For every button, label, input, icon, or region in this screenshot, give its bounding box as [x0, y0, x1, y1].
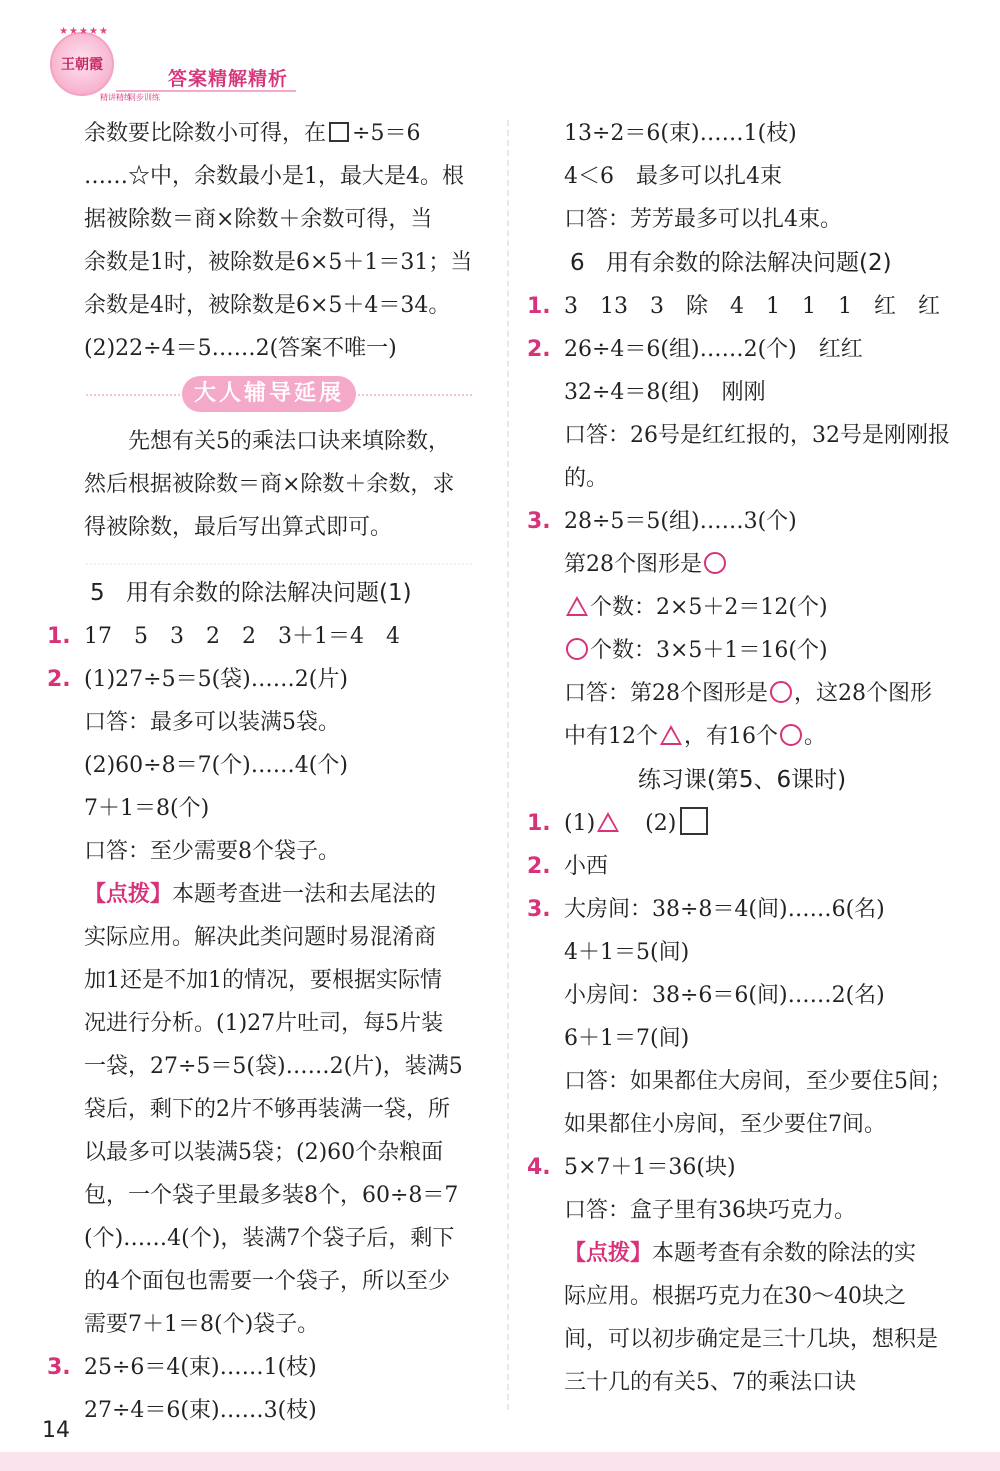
text-line: 需要7＋1＝8(个)袋子。 [84, 1312, 320, 1337]
tip-line: 【点拨】本题考查进一法和去尾法的 [84, 881, 437, 907]
text-line: 口答：至少需要8个袋子。 [84, 839, 340, 864]
page-number: 14 [42, 1418, 70, 1443]
answer-1: 1. 3 13 3 除 4 1 1 1 红 红 [527, 294, 940, 319]
section-title-5: 5 用有余数的除法解决问题(1) [90, 580, 412, 606]
text-line: 口答：最多可以装满5袋。 [84, 710, 340, 735]
text-line: 实际应用。解决此类问题时易混淆商 [84, 925, 437, 950]
text-line: (2)60÷8＝7(个)……4(个) [84, 753, 348, 778]
tip-line: 【点拨】本题考查有余数的除法的实 [564, 1240, 917, 1266]
logo-text: 王朝霞 [61, 57, 103, 73]
blank-box-icon [329, 122, 349, 142]
triangle-shape-icon [660, 725, 682, 745]
triangle-shape-icon [566, 596, 588, 616]
text-line: 三十几的有关5、7的乘法口诀 [564, 1370, 856, 1395]
text-line: 一袋，27÷5＝5(袋)……2(片)，装满5 [84, 1054, 463, 1079]
dotted-separator [86, 549, 472, 565]
text-line: 如果都住小房间，至少要住7间。 [564, 1112, 886, 1137]
page-header [40, 22, 300, 102]
text-line: 余数是4时，被除数是6×5＋4＝34。 [84, 293, 451, 318]
text-line: 口答：26号是红红报的，32号是刚刚报 [564, 423, 950, 448]
section-title-6: 6 用有余数的除法解决问题(2) [570, 250, 892, 276]
text-line: 然后根据被除数＝商×除数＋余数，求 [84, 472, 455, 497]
text-line: 袋后，剩下的2片不够再装满一袋，所 [84, 1097, 450, 1122]
tip-label: 【点拨】 [84, 881, 173, 907]
text-line: 32÷4＝8(组) 刚刚 [564, 380, 766, 405]
text-line: 6＋1＝7(间) [564, 1026, 690, 1051]
header-sub-left: 精讲精练 [100, 93, 132, 102]
text-line: 际应用。根据巧克力在30～40块之 [564, 1284, 906, 1309]
square-shape-icon [680, 807, 708, 835]
text-line: 第28个图形是 [522, 543, 962, 586]
text-line: 小房间：38÷6＝6(间)……2(名) [564, 983, 885, 1008]
answer-2: 2. 26÷4＝6(组)……2(个) 红红 [527, 337, 863, 362]
text-line: 4＋1＝5(间) [564, 940, 690, 965]
right-column [522, 112, 962, 1404]
brand-logo [50, 26, 114, 96]
text-line: 27÷4＝6(束)……3(枝) [84, 1398, 317, 1423]
answer-3: 3. 大房间：38÷8＝4(间)……6(名) [527, 897, 885, 922]
column-divider [507, 120, 509, 1410]
text-line: 7＋1＝8(个) [84, 796, 210, 821]
text-line: 间，可以初步确定是三十几块，想积是 [564, 1327, 939, 1352]
text-line: 据被除数＝商×除数＋余数可得，当 [84, 207, 433, 232]
header-title: 答案精解精析 [168, 68, 289, 90]
extension-header [42, 370, 482, 420]
text-line: 13÷2＝6(束)……1(枝) [564, 121, 797, 146]
text-line: 口答：如果都住大房间，至少要住5间； [564, 1069, 952, 1094]
tip-label: 【点拨】 [564, 1240, 653, 1266]
text-line: 包，一个袋子里最多装8个，60÷8＝7 [84, 1183, 459, 1208]
extension-badge: 大人辅导延展 [182, 376, 356, 412]
text-line: ……☆中，余数最小是1，最大是4。根 [84, 164, 464, 189]
footer-band [0, 1452, 1000, 1471]
text-line: 加1还是不加1的情况，要根据实际情 [84, 968, 442, 993]
text-line: (个)……4(个)，装满7个袋子后，剩下 [84, 1226, 455, 1251]
text-line: 得被除数，最后写出算式即可。 [84, 515, 393, 540]
text-line: 以最多可以装满5袋；(2)60个杂粮面 [84, 1140, 444, 1165]
text-line: 余数是1时，被除数是6×5＋1＝31；当 [84, 250, 473, 275]
text-line: 口答：芳芳最多可以扎4束。 [564, 207, 842, 232]
logo-stars: ★★★★★ [59, 26, 109, 37]
circle-shape-icon [566, 638, 588, 660]
text-line: 口答：盒子里有36块巧克力。 [564, 1198, 856, 1223]
text-line: 中有12个 ，有16个 。 [564, 724, 827, 749]
answer-1: 1. 17 5 3 2 2 3＋1＝4 4 [47, 624, 400, 649]
header-sub-right: 同步训练 [128, 93, 160, 102]
text-line: 个数：2×5＋2＝12(个) [522, 586, 962, 629]
left-column [42, 112, 482, 1432]
text-line: 口答：第28个图形是 ，这28个图形 [564, 681, 932, 706]
answer-4: 4. 5×7＋1＝36(块) [527, 1155, 736, 1180]
circle-shape-icon [770, 681, 792, 703]
text-line: 余数要比除数小可得，在 ÷5＝6 [84, 121, 421, 146]
answer-1: 1. (1) (2) [522, 802, 962, 845]
circle-shape-icon [780, 724, 802, 746]
answer-2: 2. (1)27÷5＝5(袋)……2(片) [47, 667, 348, 692]
answer-2: 2. 小西 [527, 854, 609, 879]
text-line: 况进行分析。(1)27片吐司，每5片装 [84, 1011, 444, 1036]
answer-3: 3. 25÷6＝4(束)……1(枝) [47, 1355, 317, 1380]
text-line: 个数：3×5＋1＝16(个) [522, 629, 962, 672]
practice-title: 练习课(第5、6课时) [637, 767, 847, 793]
text-line: 4＜6 最多可以扎4束 [564, 164, 782, 189]
circle-shape-icon [704, 552, 726, 574]
text-line: 的。 [564, 466, 609, 491]
text-line: 的4个面包也需要一个袋子，所以至少 [84, 1269, 450, 1294]
text-line: (2)22÷4＝5……2(答案不唯一) [84, 336, 397, 361]
triangle-shape-icon [597, 812, 619, 832]
text-line: 先想有关5的乘法口诀来填除数， [128, 429, 450, 454]
answer-3: 3. 28÷5＝5(组)……3(个) [527, 509, 797, 534]
